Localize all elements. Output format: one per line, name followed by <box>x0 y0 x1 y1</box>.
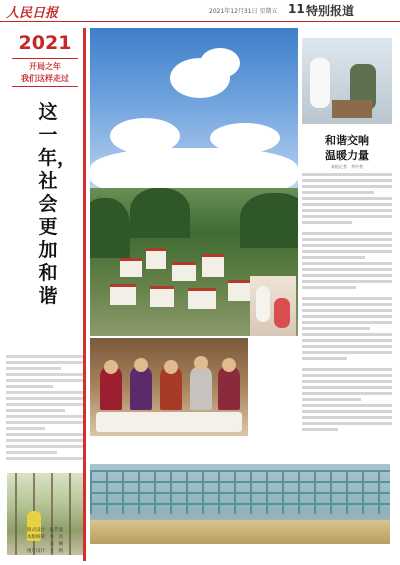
section-name: 特别报道 <box>306 4 355 18</box>
page-bottom-margin <box>90 545 390 561</box>
sky-photo <box>90 28 298 188</box>
headline-vertical: 这一年，社会更加和谐 <box>38 101 77 307</box>
fish-pond-photo <box>90 464 390 544</box>
divider <box>12 58 78 59</box>
left-article-text <box>6 355 84 463</box>
newspaper-logo: 人民日报 <box>6 6 59 21</box>
dumpling-making-photo <box>90 338 248 436</box>
page-number: 11 <box>288 2 305 16</box>
year-heading: 2021 <box>18 32 72 54</box>
mother-child-photo <box>250 276 296 336</box>
article-title-line-2: 温暖力量 <box>325 149 369 162</box>
issue-date: 2021年12月31日 星期五 <box>209 8 278 15</box>
credit-line: 图片设计：王 婧 <box>27 549 63 554</box>
masthead <box>0 0 400 22</box>
doctor-visit-photo <box>302 38 392 124</box>
divider <box>12 86 78 87</box>
sidebar-red-bar <box>83 28 86 561</box>
article-title-line-1: 和谐交响 <box>325 134 369 147</box>
credit-line: 本版统筹：李 浩 <box>27 535 63 540</box>
article-byline: 本报记者 李中尧 <box>331 164 363 169</box>
right-article-text <box>302 173 392 434</box>
subtitle-line-1: 开局之年 <box>29 62 61 71</box>
subtitle-line-2: 我们这样走过 <box>21 74 69 83</box>
credit-line: 吴 楠 <box>27 542 63 547</box>
credit-line: 版式设计：张芳曼 <box>27 528 63 533</box>
left-column <box>4 28 86 561</box>
